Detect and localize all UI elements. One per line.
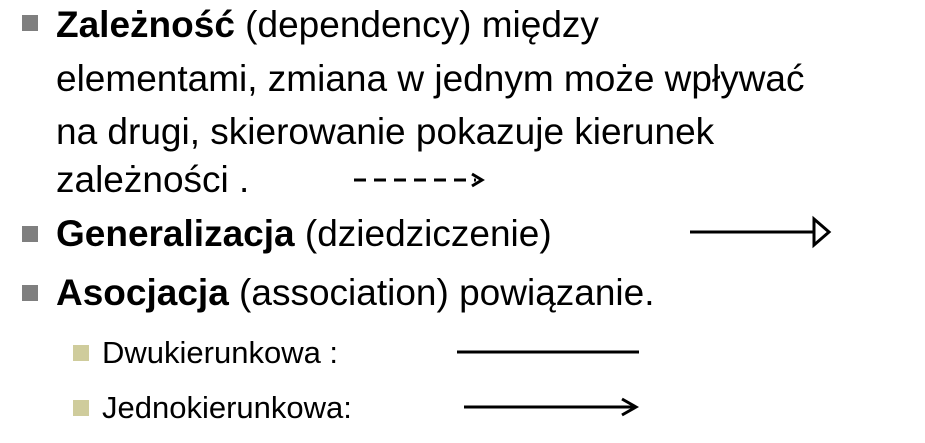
generalization-line — [56, 214, 552, 254]
dependency-dashed-arrow-icon — [350, 170, 490, 190]
sub-bullet-marker — [73, 400, 89, 416]
association-term: Asocjacja — [56, 272, 229, 313]
generalization-rest: (dziedziczenie) — [294, 213, 552, 254]
association-line — [56, 273, 655, 313]
sub-item-bidirectional: Dwukierunkowa : — [102, 335, 339, 370]
dependency-term: Zależność — [56, 4, 235, 45]
bullet-marker — [22, 15, 38, 31]
bidirectional-line-icon — [455, 345, 645, 359]
dependency-line-1 — [56, 5, 599, 45]
bullet-marker — [22, 285, 38, 301]
sub-item-unidirectional: Jednokierunkowa: — [102, 390, 352, 425]
bullet-marker — [22, 226, 38, 242]
generalization-term: Generalizacja — [56, 213, 295, 254]
association-rest: (association) powiązanie. — [228, 272, 655, 313]
dependency-line-3: na drugi, skierowanie pokazuje kierunek — [56, 111, 715, 152]
unidirectional-arrow-icon — [462, 396, 642, 418]
dependency-line-4: zależności . — [56, 159, 250, 200]
dependency-line-2: elementami, zmiana w jednym może wpływać — [56, 58, 805, 99]
sub-bullet-marker — [73, 345, 89, 361]
generalization-arrow-icon — [688, 214, 833, 248]
dependency-line-1-rest: (dependency) między — [234, 4, 599, 45]
